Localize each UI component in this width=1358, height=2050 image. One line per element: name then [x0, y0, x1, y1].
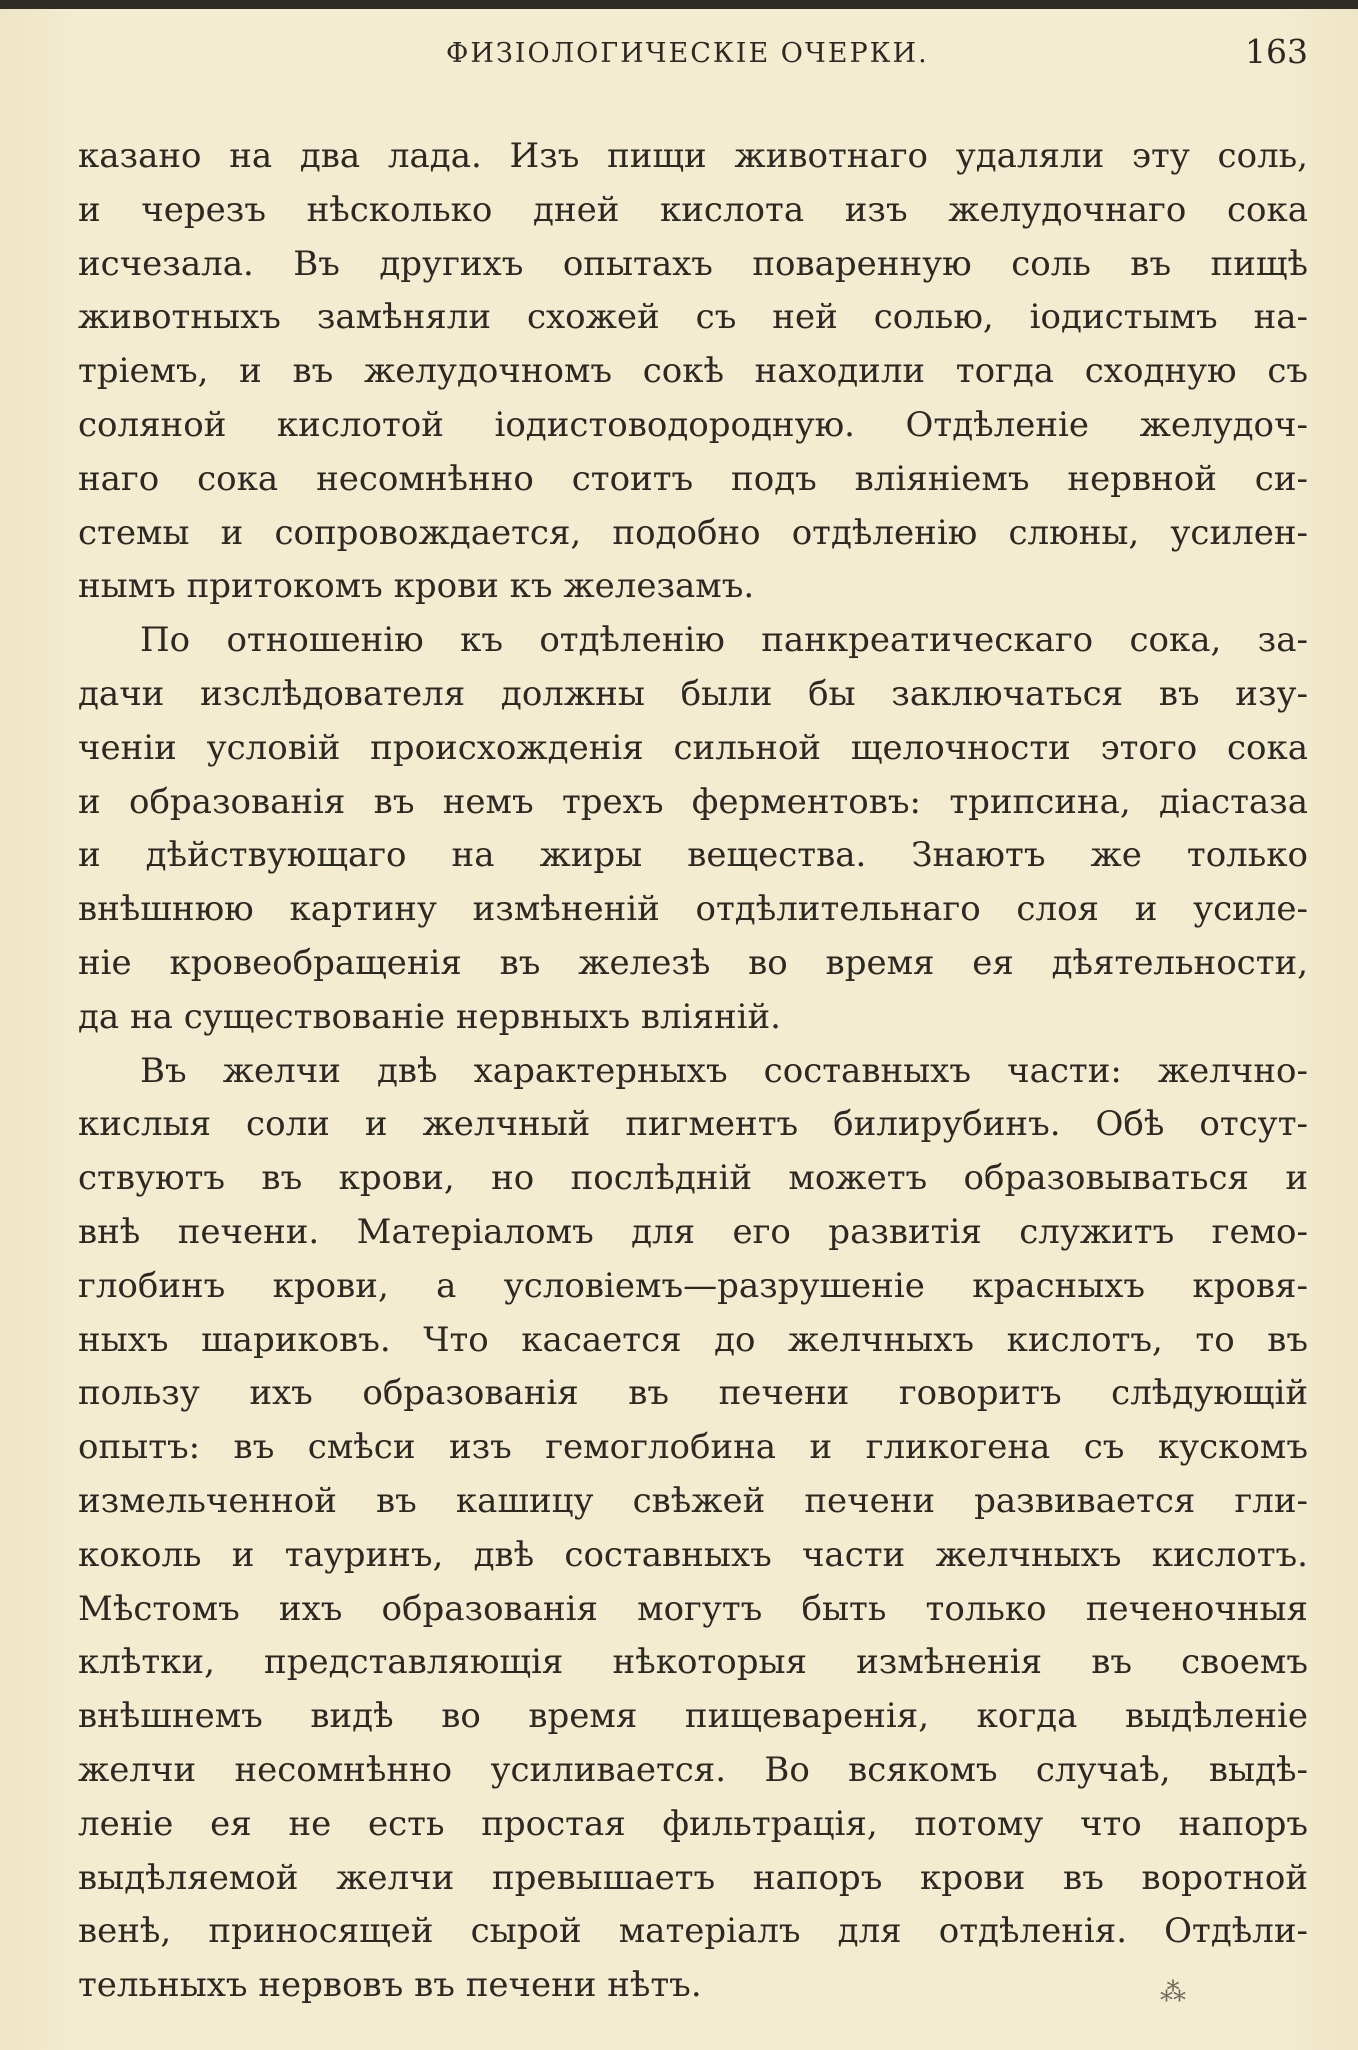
- body-text: [78, 130, 1308, 2013]
- text-line: Мѣстомъ ихъ образованія могутъ быть только печеночныя: [78, 1588, 1308, 1629]
- text-line: измельченной въ кашицу свѣжей печени развивается гли-: [78, 1480, 1308, 1521]
- text-line: нымъ притокомъ крови къ железамъ.: [78, 566, 755, 607]
- text-line: леніе ея не есть простая фильтрація, потому что напоръ: [78, 1803, 1308, 1844]
- text-line: и дѣйствующаго на жиры вещества. Знаютъ же только: [78, 835, 1308, 876]
- text-line: глобинъ крови, а условіемъ—разрушеніе красныхъ кровя-: [78, 1265, 1308, 1306]
- text-line: и образованія въ немъ трехъ ферментовъ: трипсина, діастаза: [78, 781, 1308, 822]
- text-line: клѣтки, представляющія нѣкоторыя измѣненія въ своемъ: [78, 1642, 1308, 1683]
- text-line: наго сока несомнѣнно стоитъ подъ вліяніемъ нервной си-: [78, 458, 1308, 499]
- text-line: стемы и сопровождается, подобно отдѣленію слюны, усилен-: [78, 512, 1308, 553]
- text-line: тріемъ, и въ желудочномъ сокѣ находили тогда сходную съ: [78, 351, 1308, 392]
- running-title: ФИЗІОЛОГИЧЕСКІЕ ОЧЕРКИ.: [446, 38, 929, 69]
- text-line: исчезала. Въ другихъ опытахъ поваренную соль въ пищѣ: [78, 243, 1308, 284]
- text-line: животныхъ замѣняли схожей съ ней солью, іодистымъ на-: [78, 297, 1308, 338]
- text-line: соляной кислотой іодистоводородную. Отдѣленіе желудоч-: [78, 404, 1308, 445]
- text-line: ствуютъ въ крови, но послѣдній можетъ образовываться и: [78, 1158, 1308, 1199]
- text-line: венѣ, приносящей сырой матеріалъ для отдѣленія. Отдѣли-: [78, 1911, 1308, 1952]
- text-line: дачи изслѣдователя должны были бы заключаться въ изу-: [78, 673, 1308, 714]
- text-line: ченіи условій происхожденія сильной щелочности этого сока: [78, 727, 1308, 768]
- text-line: желчи несомнѣнно усиливается. Во всякомъ случаѣ, выдѣ-: [78, 1749, 1308, 1790]
- text-line: выдѣляемой желчи превышаетъ напоръ крови въ воротной: [78, 1857, 1308, 1898]
- running-head: [78, 32, 1308, 82]
- text-line: опытъ: въ смѣси изъ гемоглобина и гликогена съ кускомъ: [78, 1427, 1308, 1468]
- page-number: 163: [1245, 32, 1308, 71]
- text-line: да на существованіе нервныхъ вліяній.: [78, 996, 781, 1037]
- page-top-edge: [0, 0, 1358, 9]
- text-line: внѣшнюю картину измѣненій отдѣлительнаго слоя и усиле-: [78, 889, 1308, 930]
- text-line: тельныхъ нервовъ въ печени нѣтъ.: [78, 1965, 702, 2006]
- text-line: Въ желчи двѣ характерныхъ составныхъ части: желчно-: [140, 1050, 1308, 1091]
- end-ornament: ⁂: [1160, 1978, 1186, 2008]
- text-line: внѣшнемъ видѣ во время пищеваренія, когда выдѣленіе: [78, 1696, 1308, 1737]
- text-line: пользу ихъ образованія въ печени говоритъ слѣдующій: [78, 1373, 1308, 1414]
- text-line: ныхъ шариковъ. Что касается до желчныхъ кислотъ, то въ: [78, 1319, 1308, 1360]
- text-line: внѣ печени. Матеріаломъ для его развитія служитъ гемо-: [78, 1211, 1308, 1252]
- text-line: и черезъ нѣсколько дней кислота изъ желудочнаго сока: [78, 189, 1308, 230]
- text-line: казано на два лада. Изъ пищи животнаго удаляли эту соль,: [78, 136, 1308, 176]
- text-line: коколь и тауринъ, двѣ составныхъ части желчныхъ кислотъ.: [78, 1534, 1308, 1575]
- text-line: По отношенію къ отдѣленію панкреатическаго сока, за-: [140, 620, 1308, 661]
- text-line: ніе кровеобращенія въ железѣ во время ея дѣятельности,: [78, 942, 1308, 983]
- text-line: кислыя соли и желчный пигментъ билирубинъ. Обѣ отсут-: [78, 1104, 1308, 1145]
